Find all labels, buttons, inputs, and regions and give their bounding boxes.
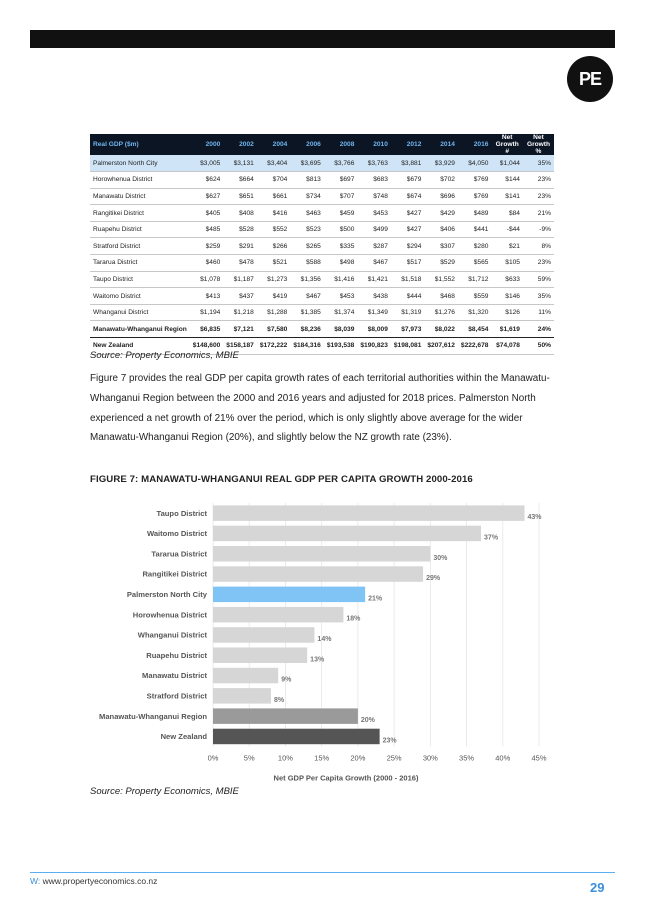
bar <box>213 566 423 582</box>
data-label: 43% <box>527 514 542 522</box>
table-cell: $437 <box>223 288 257 305</box>
table-cell: $769 <box>458 188 492 205</box>
table-cell: $460 <box>190 255 224 272</box>
table-cell: $1,273 <box>257 271 291 288</box>
table-cell: $1,421 <box>357 271 391 288</box>
table-cell: $287 <box>357 238 391 255</box>
table-cell: $1,320 <box>458 304 492 321</box>
table-cell: $8,022 <box>424 321 458 338</box>
table-row <box>90 188 554 205</box>
table-row <box>90 221 554 238</box>
table-cell: $1,078 <box>190 271 224 288</box>
table-cell: $521 <box>257 255 291 272</box>
table-cell: $1,619 <box>491 321 523 338</box>
top-banner <box>30 30 615 48</box>
table-cell: $429 <box>424 205 458 222</box>
table-cell: $419 <box>257 288 291 305</box>
table-cell: $627 <box>190 188 224 205</box>
table-cell: Tararua District <box>90 255 190 272</box>
bar <box>213 729 380 745</box>
table-cell: $3,404 <box>257 155 291 172</box>
table-row <box>90 172 554 189</box>
table-cell: $84 <box>491 205 523 222</box>
table-cell: $1,552 <box>424 271 458 288</box>
table-cell: Manawatu-Whanganui Region <box>90 321 190 338</box>
table-cell: $499 <box>357 221 391 238</box>
table-cell: 21% <box>523 205 554 222</box>
table-header-cell: 2008 <box>324 134 358 155</box>
bar <box>213 688 271 704</box>
table-cell: $523 <box>290 221 324 238</box>
table-cell: $588 <box>290 255 324 272</box>
table-cell: $529 <box>424 255 458 272</box>
data-label: 13% <box>310 656 325 664</box>
data-label: 23% <box>382 737 397 745</box>
table-row <box>90 255 554 272</box>
table-cell: $707 <box>324 188 358 205</box>
table-cell: $3,763 <box>357 155 391 172</box>
table-header-cell: Net Growth % <box>523 134 554 155</box>
table-cell: $438 <box>357 288 391 305</box>
table-cell: New Zealand <box>90 338 190 355</box>
table-cell: $734 <box>290 188 324 205</box>
table-cell: $498 <box>324 255 358 272</box>
table-header-cell: Real GDP ($m) <box>90 134 190 155</box>
real-gdp-table <box>90 134 554 355</box>
table-cell: $1,349 <box>357 304 391 321</box>
logo-text: PE <box>578 68 601 89</box>
category-label: New Zealand <box>160 732 207 742</box>
table-cell: $1,288 <box>257 304 291 321</box>
table-header-cell: 2002 <box>223 134 257 155</box>
table-cell: $1,518 <box>391 271 425 288</box>
category-label: Palmerston North City <box>126 589 207 599</box>
table-cell: $704 <box>257 172 291 189</box>
table-cell: $207,612 <box>424 338 458 355</box>
x-tick-label: 45% <box>531 753 547 763</box>
table-row <box>90 288 554 305</box>
table-header-cell: 2016 <box>458 134 492 155</box>
table-cell: $1,416 <box>324 271 358 288</box>
table-cell: $1,319 <box>391 304 425 321</box>
x-axis-label: Net GDP Per Capita Growth (2000 - 2016) <box>273 773 419 783</box>
table-cell: $126 <box>491 304 523 321</box>
category-label: Horowhenua District <box>132 610 207 620</box>
data-label: 21% <box>368 595 383 603</box>
table-cell: $193,538 <box>324 338 358 355</box>
bar <box>213 526 481 542</box>
category-label: Rangitikei District <box>142 569 207 579</box>
table-cell: $406 <box>424 221 458 238</box>
page-number: 29 <box>590 880 605 895</box>
table-header-cell: 2010 <box>357 134 391 155</box>
bar <box>213 627 314 643</box>
table-row <box>90 155 554 172</box>
x-tick-label: 10% <box>277 753 293 763</box>
table-cell: $190,823 <box>357 338 391 355</box>
table-cell: $702 <box>424 172 458 189</box>
table-cell: Manawatu District <box>90 188 190 205</box>
table-header-cell: Net Growth # <box>491 134 523 155</box>
x-tick-label: 15% <box>314 753 330 763</box>
table-cell: $683 <box>357 172 391 189</box>
category-label: Whanganui District <box>137 630 207 640</box>
table-cell: $697 <box>324 172 358 189</box>
data-label: 30% <box>433 554 448 562</box>
gdp-per-capita-growth-chart <box>90 498 560 784</box>
table-cell: 59% <box>523 271 554 288</box>
table-body <box>90 155 554 354</box>
chart-source: Source: Property Economics, MBIE <box>90 786 239 797</box>
table-cell: $565 <box>458 255 492 272</box>
table-cell: $3,695 <box>290 155 324 172</box>
table-header-cell: 2004 <box>257 134 291 155</box>
category-label: Ruapehu District <box>146 650 207 660</box>
table-cell: $467 <box>290 288 324 305</box>
table-cell: $1,374 <box>324 304 358 321</box>
bar <box>213 708 358 724</box>
bar <box>213 648 307 664</box>
category-label: Manawatu District <box>142 671 207 681</box>
table-cell: $7,580 <box>257 321 291 338</box>
table-cell: $3,766 <box>324 155 358 172</box>
data-label: 9% <box>281 676 292 684</box>
table-cell: $7,973 <box>391 321 425 338</box>
table-cell: $3,881 <box>391 155 425 172</box>
table-cell: $146 <box>491 288 523 305</box>
table-cell: $500 <box>324 221 358 238</box>
footer-url-text: www.propertyeconomics.co.nz <box>42 876 158 886</box>
x-tick-label: 40% <box>495 753 511 763</box>
category-label: Taupo District <box>156 508 207 518</box>
category-label: Tararua District <box>151 549 207 559</box>
table-cell: $651 <box>223 188 257 205</box>
table-cell: $1,276 <box>424 304 458 321</box>
table-cell: $1,187 <box>223 271 257 288</box>
table-cell: $265 <box>290 238 324 255</box>
table-cell: $552 <box>257 221 291 238</box>
table-cell: $141 <box>491 188 523 205</box>
table-cell: $335 <box>324 238 358 255</box>
category-label: Manawatu-Whanganui Region <box>99 711 207 721</box>
table-header-cell: 2012 <box>391 134 425 155</box>
table-cell: Stratford District <box>90 238 190 255</box>
table-cell: $624 <box>190 172 224 189</box>
table-cell: $266 <box>257 238 291 255</box>
bar <box>213 587 365 603</box>
table-cell: $1,218 <box>223 304 257 321</box>
body-paragraph: Figure 7 provides the real GDP per capita growth rates of each territorial authorities within the Manawatu-Whanganui Region between the 2000 and 2016 years and adjusted for 2018 prices. Palmerston North experienced a net growth of 21% over the period, which is only slightly above average for the wider Manawatu-Whanganui Region (20%), and slightly below the NZ growth rate (23%). <box>90 373 550 444</box>
data-label: 29% <box>426 575 441 583</box>
table-cell: $8,454 <box>458 321 492 338</box>
table-cell: $198,081 <box>391 338 425 355</box>
table-cell: $453 <box>324 288 358 305</box>
x-tick-label: 30% <box>422 753 438 763</box>
table-row <box>90 205 554 222</box>
table-cell: 35% <box>523 288 554 305</box>
table-row <box>90 321 554 338</box>
table-header-row <box>90 134 554 155</box>
table-source: Source: Property Economics, MBIE <box>90 350 239 361</box>
table-cell: $8,236 <box>290 321 324 338</box>
table-cell: $3,005 <box>190 155 224 172</box>
table-cell: $307 <box>424 238 458 255</box>
table-cell: $467 <box>357 255 391 272</box>
table-cell: $453 <box>357 205 391 222</box>
x-tick-label: 25% <box>386 753 402 763</box>
table-cell: $1,194 <box>190 304 224 321</box>
x-tick-label: 35% <box>459 753 475 763</box>
table-header-cell: 2006 <box>290 134 324 155</box>
x-tick-label: 20% <box>350 753 366 763</box>
category-label: Stratford District <box>146 691 207 701</box>
table-cell: $144 <box>491 172 523 189</box>
table-cell: $148,600 <box>190 338 224 355</box>
table-cell: $485 <box>190 221 224 238</box>
table-cell: Waitomo District <box>90 288 190 305</box>
footer-url <box>30 876 157 886</box>
table-cell: 23% <box>523 188 554 205</box>
table-cell: $4,050 <box>458 155 492 172</box>
table-cell: 24% <box>523 321 554 338</box>
table-cell: $408 <box>223 205 257 222</box>
table-cell: Rangitikei District <box>90 205 190 222</box>
table-cell: $661 <box>257 188 291 205</box>
table-cell: $413 <box>190 288 224 305</box>
table-cell: $674 <box>391 188 425 205</box>
data-label: 18% <box>346 615 361 623</box>
table-cell: $1,044 <box>491 155 523 172</box>
table-cell: $6,835 <box>190 321 224 338</box>
table-cell: $478 <box>223 255 257 272</box>
table-cell: $291 <box>223 238 257 255</box>
table-cell: 8% <box>523 238 554 255</box>
table-cell: $259 <box>190 238 224 255</box>
table-cell: Horowhenua District <box>90 172 190 189</box>
table-cell: $3,929 <box>424 155 458 172</box>
table-cell: 23% <box>523 172 554 189</box>
table-cell: Palmerston North City <box>90 155 190 172</box>
table-cell: $427 <box>391 205 425 222</box>
table-cell: $1,385 <box>290 304 324 321</box>
table-cell: $769 <box>458 172 492 189</box>
table-row <box>90 238 554 255</box>
table-cell: $633 <box>491 271 523 288</box>
table-cell: $1,356 <box>290 271 324 288</box>
table-row <box>90 304 554 321</box>
table-cell: $3,131 <box>223 155 257 172</box>
table-cell: Ruapehu District <box>90 221 190 238</box>
table-cell: 11% <box>523 304 554 321</box>
figure-title: FIGURE 7: MANAWATU-WHANGANUI REAL GDP PER CAPITA GROWTH 2000-2016 <box>90 474 473 485</box>
table-cell: $517 <box>391 255 425 272</box>
table-cell: -$44 <box>491 221 523 238</box>
data-label: 8% <box>273 696 285 704</box>
table-cell: $416 <box>257 205 291 222</box>
property-economics-logo <box>567 56 613 102</box>
table-cell: $294 <box>391 238 425 255</box>
table-cell: $664 <box>223 172 257 189</box>
table-cell: $748 <box>357 188 391 205</box>
table-cell: $427 <box>391 221 425 238</box>
table-cell: $222,678 <box>458 338 492 355</box>
table-header-cell: 2014 <box>424 134 458 155</box>
table-cell: $559 <box>458 288 492 305</box>
table-cell: $8,039 <box>324 321 358 338</box>
table-cell: $21 <box>491 238 523 255</box>
table-cell: 50% <box>523 338 554 355</box>
table-cell: $441 <box>458 221 492 238</box>
table-cell: $696 <box>424 188 458 205</box>
table-cell: $528 <box>223 221 257 238</box>
table-cell: 23% <box>523 255 554 272</box>
table-cell: $444 <box>391 288 425 305</box>
table-cell: $7,121 <box>223 321 257 338</box>
category-label: Waitomo District <box>146 529 207 539</box>
table-cell: -9% <box>523 221 554 238</box>
bar <box>213 607 343 623</box>
bar <box>213 546 430 562</box>
x-tick-label: 0% <box>207 753 219 763</box>
table-cell: Taupo District <box>90 271 190 288</box>
table-cell: $184,316 <box>290 338 324 355</box>
table-cell: 35% <box>523 155 554 172</box>
table-cell: Whanganui District <box>90 304 190 321</box>
table-cell: $459 <box>324 205 358 222</box>
table-header-cell: 2000 <box>190 134 224 155</box>
table-cell: $280 <box>458 238 492 255</box>
data-label: 37% <box>484 534 499 542</box>
table-cell: $74,078 <box>491 338 523 355</box>
bar <box>213 668 278 684</box>
table-row <box>90 271 554 288</box>
table-cell: $679 <box>391 172 425 189</box>
table-cell: $172,222 <box>257 338 291 355</box>
table-cell: $158,187 <box>223 338 257 355</box>
table-cell: $8,009 <box>357 321 391 338</box>
table-cell: $1,712 <box>458 271 492 288</box>
table-cell: $489 <box>458 205 492 222</box>
table-cell: $463 <box>290 205 324 222</box>
table-cell: $405 <box>190 205 224 222</box>
footer-divider <box>30 872 615 873</box>
table-cell: $813 <box>290 172 324 189</box>
data-label: 20% <box>360 717 375 725</box>
table-cell: $105 <box>491 255 523 272</box>
bar <box>213 505 525 521</box>
x-tick-label: 5% <box>243 753 255 763</box>
data-label: 14% <box>317 635 332 643</box>
footer-url-prefix: W: <box>30 876 41 886</box>
table-cell: $468 <box>424 288 458 305</box>
